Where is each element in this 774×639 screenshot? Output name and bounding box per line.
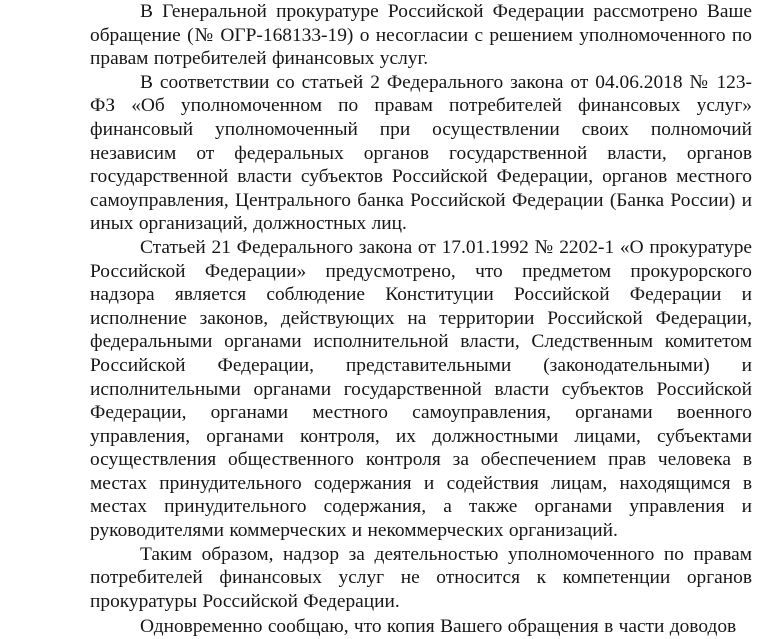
paragraph-review-notice: В Генеральной прокуратуре Российской Федерации рассмотрено Ваше обращение (№ ОГР-168133-19) о несогласии с решением уполномоченного по правам потребителей финансовых услуг. [90, 1, 752, 70]
paragraph-conclusion: Таким образом, надзор за деятельностью уполномоченного по правам потребителей финансовых услуг не относится к компетенции органов прокуратуры Российской Федерации. [90, 543, 752, 612]
paragraph-ombudsman-independence: В соответствии со статьей 2 Федерального закона от 04.06.2018 № 123-ФЗ «Об уполномоченном по правам потребителей финансовых услуг» финансовый уполномоченный при осуществлении своих полномочий независим от федеральных органов государственной власти, органов государственной власти субъектов Российской Федерации, органов местного самоуправления, Центрального банка Российской Федерации (Банка России) и иных организаций, должностных лиц. [90, 71, 752, 235]
letter-body [90, 0, 752, 639]
paragraph-prosecutorial-supervision: Статьей 21 Федерального закона от 17.01.1992 № 2202-1 «О прокуратуре Российской Федерации» предусмотрено, что предметом прокурорского надзора является соблюдение Конституции Российской Федерации и исполнение законов, действующих на территории Российской Федерации, федеральными органами исполнительной власти, Следственным комитетом Российской Федерации, представительными (законодательными) и исполнительными органами государственной власти субъектов Российской Федерации, органами местного самоуправления, органами военного управления, органами контроля, их должностными лицами, субъектами осуществления общественного контроля за обеспечением прав человека в местах принудительного содержания и содействия лицам, находящимся в местах принудительного содержания, а также органами управления и руководителями коммерческих и некоммерческих организаций. [90, 236, 752, 542]
paragraph-partial-continuation: Одновременно сообщаю, что копия Вашего обращения в части доводов [140, 616, 737, 638]
